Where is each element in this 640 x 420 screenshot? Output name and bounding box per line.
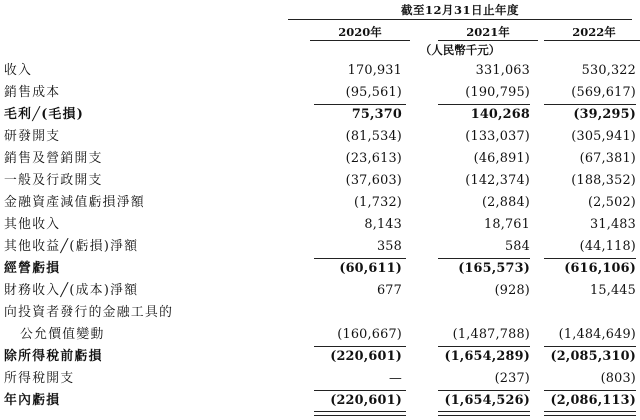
row-label: 其他收益╱(虧損)淨額 [4,239,139,254]
value-2021: (237) [494,371,530,386]
year-2021: 2021年 [466,25,510,39]
value-2021: (165,573) [458,261,530,276]
value-2021: (1,654,289) [444,349,530,364]
value-2020: 677 [376,283,402,298]
value-2022: (616,106) [564,261,636,276]
total-double-rule [314,411,406,416]
value-2020: 358 [376,239,402,254]
row-label: 公允價值變動 [4,327,107,342]
value-2020: 75,370 [351,107,402,122]
year-headers [288,24,632,40]
value-2022: 530,322 [581,63,636,78]
row-label: 毛利╱(毛損) [4,107,85,122]
value-2020: (37,603) [345,173,402,188]
row-label: 收入 [4,63,33,78]
value-2022: (188,352) [571,173,636,188]
value-2021: (190,795) [465,85,530,100]
row-label: 向投資者發行的金融工具的 [4,305,174,320]
row-label: 經營虧損 [4,261,61,276]
row-loss-for-year [4,390,636,412]
row-label: 財務收入╱(成本)淨額 [4,283,139,298]
value-2021: 584 [504,239,530,254]
value-2020: (1,732) [353,195,402,210]
row-label: 銷售及營銷開支 [4,151,103,166]
value-2020: (95,561) [345,85,402,100]
row-label: 所得稅開支 [4,371,75,386]
value-2022: (67,381) [579,151,636,166]
row-impairment [4,192,636,214]
value-2021: 331,063 [475,63,530,78]
year-2020: 2020年 [338,25,382,39]
value-2020: (23,613) [345,151,402,166]
row-label: 其他收入 [4,217,61,232]
row-revenue [4,60,636,82]
row-operating-loss [4,258,636,280]
row-label: 除所得稅前虧損 [4,349,103,364]
value-2022: 15,445 [590,283,636,298]
row-loss-before-tax [4,346,636,368]
total-double-rule [544,411,636,416]
value-2021: (928) [494,283,530,298]
value-2020: (220,601) [330,349,402,364]
year-underline [438,40,538,41]
value-2021: (142,374) [465,173,530,188]
row-label: 年內虧損 [4,393,61,408]
value-2021: (2,884) [481,195,530,210]
value-2021: 18,761 [484,217,530,232]
value-2022: (1,484,649) [558,327,636,342]
row-label: 一般及行政開支 [4,173,103,188]
year-2022: 2022年 [572,25,616,39]
value-2021: 140,268 [470,107,530,122]
row-income-tax [4,368,636,390]
row-admin-expenses [4,170,636,192]
row-other-income [4,214,636,236]
value-2022: (569,617) [571,85,636,100]
row-label: 金融資產減值虧損淨額 [4,195,145,210]
value-2022: (2,502) [587,195,636,210]
value-2020: (81,534) [345,129,402,144]
value-2020: 170,931 [347,63,402,78]
row-selling-expenses [4,148,636,170]
row-cost-of-sales [4,82,636,104]
row-other-gains [4,236,636,258]
value-2022: (44,118) [579,239,636,254]
value-2021: (46,891) [473,151,530,166]
value-2022: (305,941) [571,129,636,144]
row-rnd-expenses [4,126,636,148]
value-2020: (60,611) [339,261,402,276]
statement-rows [4,60,636,412]
value-2020: 8,143 [364,217,402,232]
row-label: 研發開支 [4,129,61,144]
value-2021: (1,487,788) [452,327,530,342]
unit-label: （人民幣千元） [419,43,501,57]
year-underline [544,40,640,41]
value-2022: (2,086,113) [550,393,636,408]
value-2020: — [389,371,402,386]
row-finance-income [4,280,636,302]
row-fair-value-change [4,324,636,346]
row-label: 銷售成本 [4,85,61,100]
value-2021: (133,037) [465,129,530,144]
value-2022: 31,483 [590,217,636,232]
header-rule [288,19,632,20]
year-underline [310,40,410,41]
value-2020: (160,667) [337,327,402,342]
value-2020: (220,601) [330,393,402,408]
value-2022: (39,295) [573,107,636,122]
period-heading: 截至12月31日止年度 [400,3,519,17]
value-2022: (803) [600,371,636,386]
row-fair-value-heading [4,302,636,324]
value-2021: (1,654,526) [444,393,530,408]
value-2022: (2,085,310) [550,349,636,364]
total-double-rule [438,411,530,416]
row-gross-profit [4,104,636,126]
